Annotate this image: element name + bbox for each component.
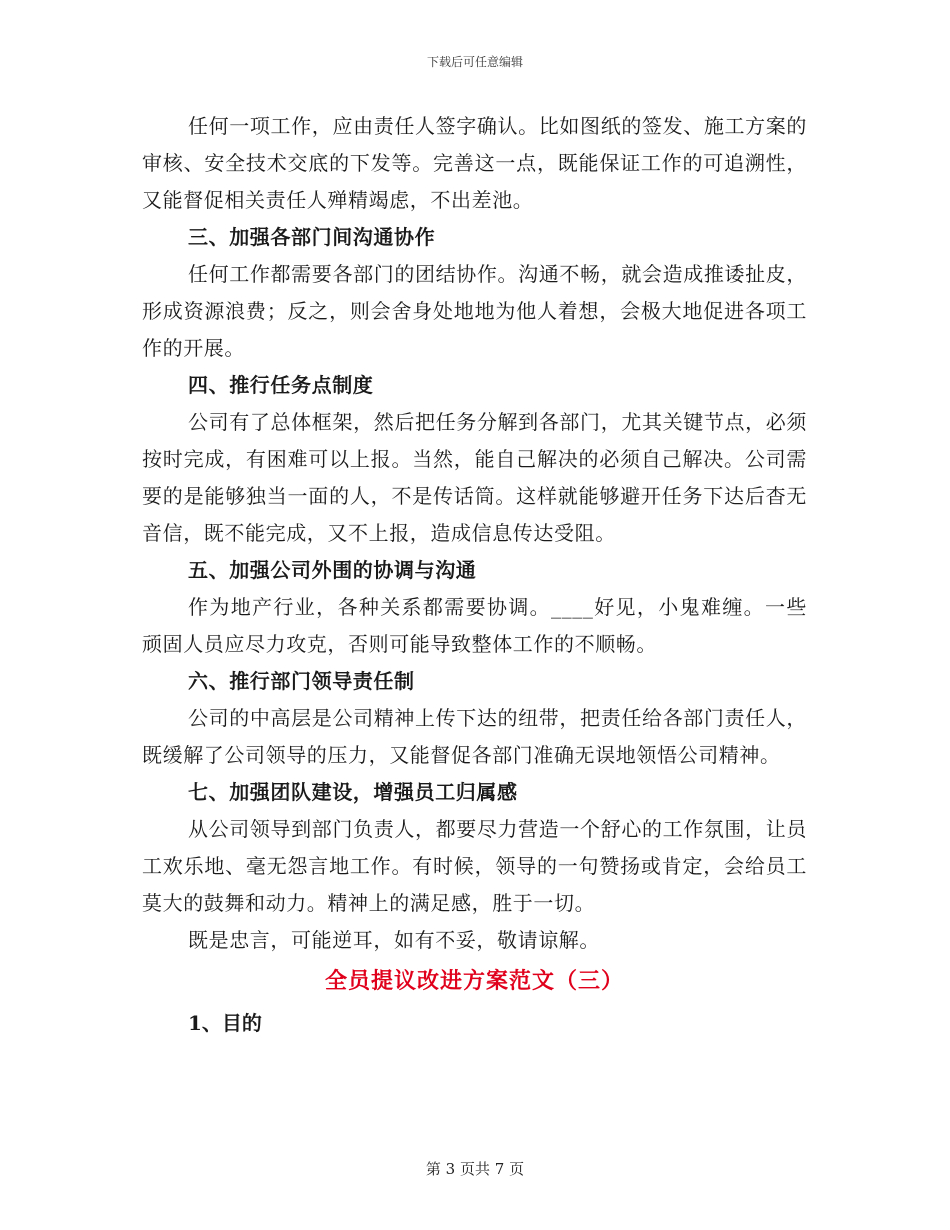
paragraph-5: 作为地产行业，各种关系都需要协调。____好见，小鬼难缠。一些顽固人员应尽力攻克，否则可能导致整体工作的不顺畅。 [142, 595, 807, 656]
paragraph-3: 任何工作都需要各部门的团结协作。沟通不畅，就会造成推诿扯皮，形成资源浪费；反之，则会舍身处地地为他人着想，会极大地促进各项工作的开展。 [142, 262, 807, 360]
section-heading-5: 五、加强公司外围的协调与沟通 [188, 558, 477, 582]
paragraph-6: 公司的中高层是公司精神上传下达的纽带，把责任给各部门责任人，既缓解了公司领导的压力，又能督促各部门准确无误地领悟公司精神。 [142, 706, 807, 767]
document-body [142, 108, 807, 1043]
subsection-heading-1: 1、目的 [188, 1011, 262, 1035]
paragraph-1: 任何一项工作，应由责任人签字确认。比如图纸的签发、施工方案的审核、安全技术交底的下发等。完善这一点，既能保证工作的可追溯性，又能督促相关责任人殚精竭虑，不出差池。 [142, 114, 807, 212]
section-heading-3: 三、加强各部门间沟通协作 [188, 225, 436, 249]
paragraph-7: 从公司领导到部门负责人，都要尽力营造一个舒心的工作氛围，让员工欢乐地、毫无怨言地工作。有时候，领导的一句赞扬或肯定，会给员工莫大的鼓舞和动力。精神上的满足感，胜于一切。 [142, 817, 807, 915]
page-footer: 第 3 页共 7 页 [425, 1160, 525, 1178]
paragraph-4: 公司有了总体框架，然后把任务分解到各部门，尤其关键节点，必须按时完成，有困难可以上报。当然，能自己解决的必须自己解决。公司需要的是能够独当一面的人，不是传话筒。这样就能够避开任务下达后杳无音信，既不能完成，又不上报，造成信息传达受阻。 [142, 410, 807, 545]
document-title: 全员提议改进方案范文（三） [324, 968, 624, 994]
page-header: 下载后可任意编辑 [426, 55, 523, 69]
section-heading-6: 六、推行部门领导责任制 [188, 669, 415, 693]
section-heading-4: 四、推行任务点制度 [188, 373, 374, 397]
section-heading-7: 七、加强团队建设，增强员工归属感 [188, 780, 518, 804]
paragraph-8: 既是忠言，可能逆耳，如有不妥，敬请谅解。 [188, 928, 600, 952]
